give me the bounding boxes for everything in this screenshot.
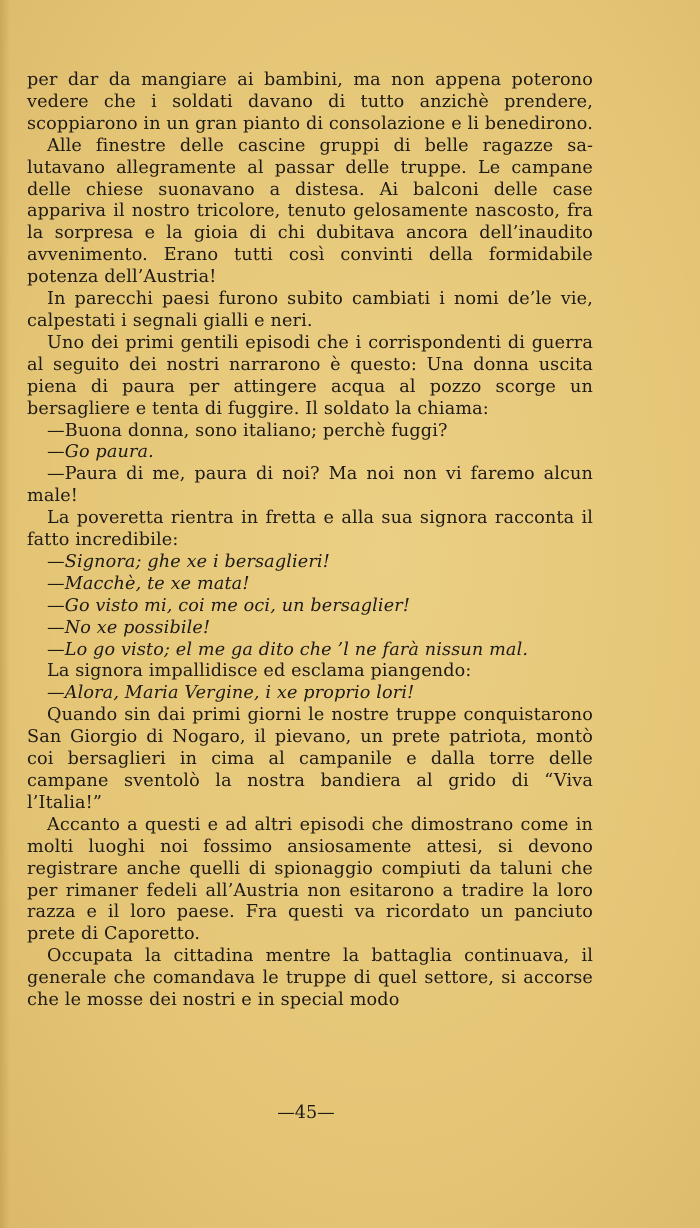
paragraph: La signora impallidisce ed esclama piangendo: <box>47 661 472 682</box>
paragraph: In parecchi paesi furono subito cambiati i nomi de’le vie, calpestati i segnali gialli e neri. <box>27 289 593 331</box>
paragraph: Quando sin dai primi giorni le nostre truppe conquistarono San Giorgio di Nogaro, il pievano, un prete patriota, montò coi bersaglieri in cima al campanile e dalla torre delle campane sventolò la nostra bandiera al grido di “Viva l’Italia!” <box>27 705 593 813</box>
page-spine-shadow <box>0 0 10 1228</box>
dialogue-line: —Buona donna, sono italiano; perchè fuggi? <box>47 420 448 441</box>
page-number: —45— <box>277 1103 335 1123</box>
dialogue-line: —No xe possibile! <box>47 617 211 638</box>
paragraph: Alle finestre delle cascine gruppi di belle ragazze salutavano allegramente al passar delle truppe. Le campane delle chiese suonavano a distesa. Ai balconi delle case appariva il nostro tricolore, tenuto gelosamente nascosto, fra la sorpresa e la gioia di chi dubitava ancora dell’inaudito avvenimento. Erano tutti così convinti della formidabile potenza dell’Austria! <box>27 135 593 288</box>
dialogue-line: —Paura di me, paura di noi? Ma noi non vi faremo alcun male! <box>27 464 593 507</box>
dialogue-line: —Lo go visto; el me ga dito che ’l ne farà nissun mal. <box>47 639 529 660</box>
dialogue-line: —Go paura. <box>47 442 154 463</box>
body-text <box>27 70 593 1012</box>
paragraph: Occupata la cittadina mentre la battaglia continuava, il generale che comandava le truppe di quel settore, si accorse che le mosse dei nostri e in special modo <box>27 946 593 1011</box>
dialogue-line: —Signora; ghe xe i bersaglieri! <box>47 551 330 572</box>
paragraph: Accanto a questi e ad altri episodi che dimostrano come in molti luoghi noi fossimo ansiosamente attesi, si devono registrare anche quelli di spionaggio compiuti da taluni che per rimaner fedeli all’Austria non esitarono a tradire la loro razza e il loro paese. Fra questi va ricordato un panciuto prete di Caporetto. <box>27 814 593 945</box>
dialogue-line: —Go visto mi, coi me oci, un bersaglier! <box>47 595 411 616</box>
dialogue-line: —Alora, Maria Vergine, i xe proprio lori! <box>47 683 415 704</box>
paragraph: per dar da mangiare ai bambini, ma non appena poterono vedere che i soldati davano di tutto anzichè prendere, scoppiarono in un gran pianto di consolazione e li benedirono. <box>27 70 593 134</box>
paragraph: Uno dei primi gentili episodi che i corrispondenti di guerra al seguito dei nostri narrarono è questo: Una donna uscita piena di paura per attingere acqua al pozzo scorge un bersagliere e tenta di fuggire. Il soldato la chiama: <box>27 332 593 419</box>
dialogue-line: —Macchè, te xe mata! <box>47 573 250 594</box>
paragraph: La poveretta rientra in fretta e alla sua signora racconta il fatto incredibile: <box>27 508 593 551</box>
